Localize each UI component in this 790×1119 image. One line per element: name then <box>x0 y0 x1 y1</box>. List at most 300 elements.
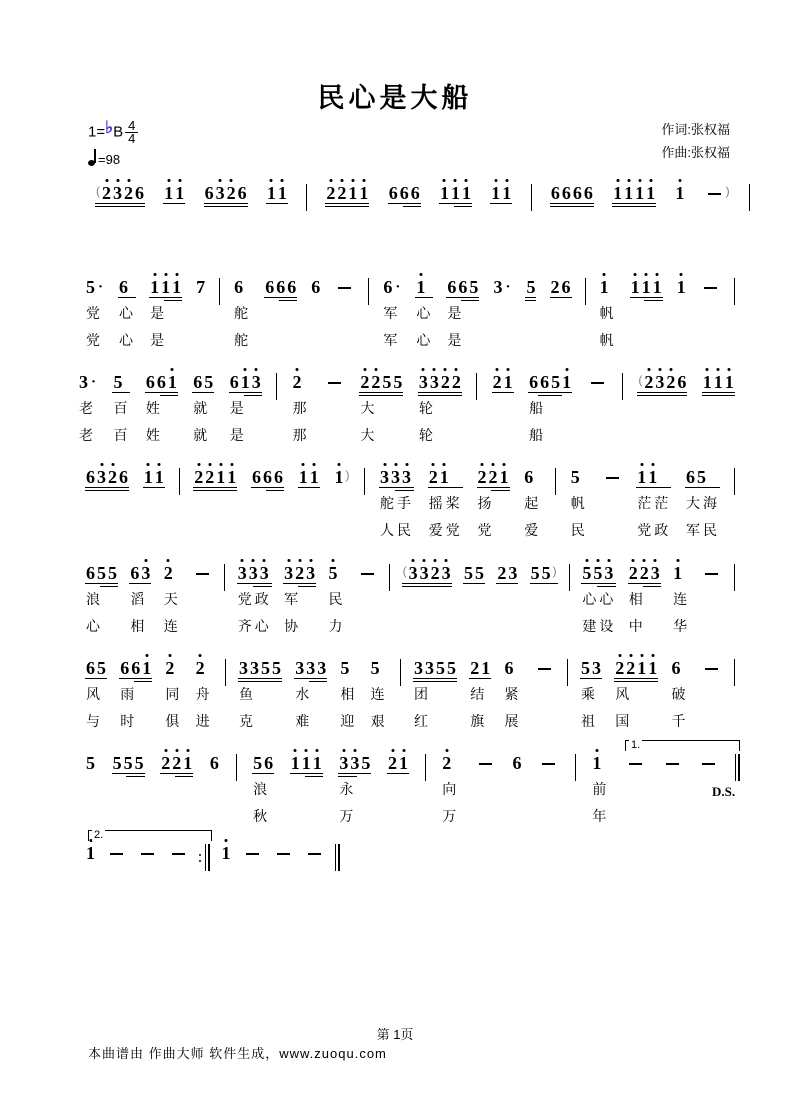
note-digit: 5 <box>272 658 282 678</box>
note-group <box>530 558 558 588</box>
note-cell <box>591 748 609 833</box>
note-digit: 1 <box>267 185 276 202</box>
note-group <box>328 558 346 588</box>
lyric-line-2: 建设 <box>582 618 617 634</box>
note-cell <box>599 272 617 357</box>
note-cell <box>328 558 346 643</box>
note-group <box>338 748 371 778</box>
beam-underline <box>266 203 288 204</box>
lyric-line-2 <box>334 520 351 547</box>
lyric-line-2 <box>163 236 185 263</box>
beam-underline <box>85 487 129 488</box>
note-digit: 5 <box>340 658 350 678</box>
lyric-line-2: 齐心 <box>237 618 272 634</box>
note-digit: 1 <box>613 185 622 202</box>
octave-dot <box>505 179 508 182</box>
octave-dot <box>230 463 233 466</box>
beam-underline <box>253 586 272 587</box>
lyric-line-2 <box>701 711 722 738</box>
octave-dot <box>281 179 284 182</box>
note-cell <box>672 558 690 643</box>
lyric-line-2 <box>662 806 683 833</box>
note-digit: 5 <box>570 467 580 487</box>
lyric-line-2 <box>106 896 127 923</box>
octave-dot <box>434 559 437 562</box>
beam-underline <box>252 773 274 774</box>
beam-underline <box>454 206 472 207</box>
lyric-line-2: 党政 <box>637 522 672 538</box>
beam-underline <box>530 583 558 584</box>
note-digit: 1 <box>161 279 170 296</box>
note-group <box>636 462 671 492</box>
note-group <box>264 272 297 302</box>
octave-dot <box>362 179 365 182</box>
lyric-line-2: 万 <box>339 808 357 824</box>
note-group <box>325 178 369 208</box>
beam-underline <box>463 583 485 584</box>
close-paren: ) <box>725 184 730 198</box>
time-signature <box>125 120 138 145</box>
barline <box>400 659 401 686</box>
note-cell <box>463 558 485 643</box>
note-group <box>702 367 735 397</box>
note-group <box>463 558 485 588</box>
beam-underline <box>359 392 403 393</box>
note-digit: 3 <box>141 565 150 582</box>
note-digit: 6 <box>388 183 398 203</box>
lyric-line-2 <box>402 616 452 643</box>
note-group <box>145 367 178 397</box>
note-group <box>204 178 248 208</box>
note-digit: 1 <box>164 185 173 202</box>
note-group <box>475 748 496 778</box>
barline <box>224 564 225 591</box>
volta-label: 1. <box>631 739 641 751</box>
octave-dot <box>167 179 170 182</box>
lyric-line-1 <box>273 869 294 896</box>
note-digit: 1 <box>313 755 322 772</box>
lyric-line-1 <box>550 209 594 236</box>
lyric-line-2 <box>310 330 321 357</box>
note-digit: 1 <box>144 469 153 486</box>
lyric-line-1 <box>490 209 512 236</box>
lyric-line-2: 万 <box>442 808 460 824</box>
lyric-line-2: 军民 <box>686 522 720 538</box>
note-cell <box>525 272 536 357</box>
octave-dot <box>603 273 606 276</box>
note-group <box>698 748 719 778</box>
barline <box>575 754 576 781</box>
note-group <box>118 272 136 302</box>
lyric-line-2: 爱 <box>524 522 542 538</box>
note-digit: 6 <box>410 183 420 203</box>
note-group <box>251 462 284 492</box>
note-group <box>192 558 213 588</box>
lyric-line-1: 鱼 <box>239 686 257 702</box>
octave-dot <box>405 463 408 466</box>
note-cell <box>137 838 158 923</box>
lyric-line-2: 相 <box>130 618 148 634</box>
note-group <box>304 838 325 868</box>
octave-dot <box>270 179 273 182</box>
dash-note <box>172 853 185 855</box>
lyric-line-2: 心 <box>86 618 103 634</box>
lyric-line-1 <box>701 684 722 711</box>
dash-note <box>338 287 351 289</box>
open-paren: ( <box>638 373 643 387</box>
note-digit: 1 <box>504 374 513 391</box>
lyric-line-2 <box>290 806 323 833</box>
note-digit: 1 <box>335 469 344 486</box>
lyric-line-1 <box>168 869 189 896</box>
lyric-line-1 <box>530 589 558 616</box>
beam-underline <box>290 773 323 774</box>
beam-underline <box>379 487 414 488</box>
octave-dot <box>313 463 316 466</box>
beam-underline <box>359 395 403 396</box>
note-cell <box>283 558 316 643</box>
beam-underline <box>413 681 457 682</box>
note-group <box>149 272 182 302</box>
note-cell <box>636 462 671 547</box>
note-group <box>266 178 288 208</box>
lyric-line-1: 军 <box>383 305 401 321</box>
note-digit: 2 <box>293 374 302 391</box>
composer-credit: 作曲:张权福 <box>661 145 730 160</box>
beam-underline <box>251 487 284 488</box>
dash-note <box>705 573 718 575</box>
note-digit: 2 <box>478 469 487 486</box>
lyric-line-1 <box>475 779 496 806</box>
octave-dot <box>363 368 366 371</box>
lyric-line-2: 党 <box>86 332 103 348</box>
note-cell <box>387 748 409 833</box>
note-digit: 1 <box>502 185 511 202</box>
note-cell <box>160 748 193 833</box>
note-group <box>701 558 722 588</box>
beam-underline <box>325 206 369 207</box>
note-digit: 2 <box>666 374 675 391</box>
beam-underline <box>685 487 720 488</box>
note-cell <box>700 272 721 357</box>
beam-underline <box>338 773 371 774</box>
note-digit: 1 <box>175 185 184 202</box>
note-digit: 5 <box>697 467 706 487</box>
dash-note <box>110 853 123 855</box>
barline <box>734 564 735 591</box>
note-group <box>428 462 463 492</box>
beam-underline <box>637 395 687 396</box>
note-cell <box>379 462 414 547</box>
beam-underline <box>461 300 479 301</box>
beam-underline <box>95 206 145 207</box>
octave-dot <box>645 273 648 276</box>
octave-dot <box>649 179 652 182</box>
note-group <box>670 653 688 683</box>
octave-dot <box>706 368 709 371</box>
octave-dot <box>263 559 266 562</box>
note-cell <box>192 367 214 452</box>
note-digit: 1 <box>592 755 601 772</box>
lyric-line-2 <box>85 520 129 547</box>
note-digit: 3 <box>604 565 613 582</box>
note-digit: 1 <box>481 658 491 678</box>
note-digit: 6 <box>263 467 272 487</box>
note-group <box>164 653 182 683</box>
note-digit: 1 <box>416 279 425 296</box>
lyric-line-1: 帆 <box>599 305 617 321</box>
note-group <box>492 367 514 397</box>
note-group <box>490 178 512 208</box>
note-group <box>599 272 617 302</box>
lyric-line-2 <box>612 236 656 263</box>
lyric-line-2: 难 <box>295 713 313 729</box>
note-group <box>418 367 462 397</box>
note-digit: 5 <box>370 658 380 678</box>
octave-dot <box>353 749 356 752</box>
lyric-line-2 <box>266 236 288 263</box>
barline <box>585 278 586 305</box>
note-group <box>534 653 555 683</box>
barline <box>389 564 390 591</box>
note-digit: 5 <box>108 563 117 583</box>
octave-dot <box>153 273 156 276</box>
beam-underline <box>614 681 658 682</box>
octave-dot <box>296 368 299 371</box>
note-group <box>334 462 351 492</box>
note-digit: 1 <box>725 374 734 391</box>
octave-dot <box>651 463 654 466</box>
note-cell <box>292 367 310 452</box>
note-digit: 1 <box>648 660 657 677</box>
lyric-line-1 <box>637 398 687 425</box>
note-group <box>359 367 403 397</box>
note-cell <box>492 272 512 357</box>
lyric-line-1 <box>106 869 127 896</box>
note-group <box>242 838 263 868</box>
note-digit: 6 <box>209 753 219 773</box>
note-digit: 1 <box>631 279 640 296</box>
note-digit: 6 <box>131 658 141 678</box>
octave-dot <box>503 463 506 466</box>
lyric-line-2 <box>95 236 145 263</box>
note-cell <box>209 748 220 833</box>
note-cell <box>612 178 656 263</box>
note-digit: 3 <box>339 755 348 772</box>
lyric-line-1: 舟 <box>195 686 213 702</box>
lyric-line-2 <box>512 806 523 833</box>
note-digit: 3 <box>592 658 602 678</box>
note-cell <box>193 462 237 547</box>
note-group <box>195 653 213 683</box>
note-digit: 1 <box>653 279 662 296</box>
note-group <box>78 367 98 397</box>
beam-underline <box>628 583 661 584</box>
note-group <box>503 653 521 683</box>
beam-underline <box>126 776 144 777</box>
final-barline <box>335 844 340 871</box>
barline <box>734 468 735 495</box>
note-digit: 3 <box>216 185 225 202</box>
note-group <box>192 367 214 397</box>
note-digit: 1 <box>142 660 151 677</box>
lyric-line-2: 秋 <box>253 808 271 824</box>
lyric-line-1: 水 <box>295 686 313 702</box>
lyric-line-1 <box>193 493 237 520</box>
note-digit: 5 <box>382 372 392 392</box>
note-cell <box>630 272 663 357</box>
lyric-line-1: 舵手 <box>380 495 414 511</box>
beam-underline <box>469 678 491 679</box>
note-cell <box>334 462 351 547</box>
note-digit: 6 <box>550 183 560 203</box>
lyric-line-1 <box>304 869 325 896</box>
music-system <box>85 838 340 923</box>
dash-note <box>538 668 551 670</box>
note-digit: 3 <box>380 469 389 486</box>
note-digit: 6 <box>311 277 321 297</box>
octave-dot <box>158 463 161 466</box>
beam-underline <box>112 392 130 393</box>
note-group <box>704 178 731 208</box>
note-group <box>528 367 572 397</box>
lyric-line-2: 进 <box>195 713 213 729</box>
lyric-line-2: 年 <box>592 808 610 824</box>
note-digit: 2 <box>108 469 117 486</box>
beam-underline <box>160 773 193 774</box>
beam-underline <box>413 678 457 679</box>
note-digit: 3 <box>419 374 428 391</box>
lyric-line-1 <box>209 779 220 806</box>
note-digit: 5 <box>134 753 144 773</box>
note-digit: 6 <box>237 183 247 203</box>
note-cell <box>78 367 98 452</box>
note-group <box>370 653 388 683</box>
note-digit: 6 <box>119 277 129 297</box>
credits-block <box>661 118 730 164</box>
lyric-line-1: 舵 <box>234 305 252 321</box>
note-digit: 2 <box>470 658 480 678</box>
lyric-line-2 <box>387 806 409 833</box>
octave-dot <box>629 654 632 657</box>
lyric-line-2: 红 <box>414 713 432 729</box>
octave-dot <box>178 179 181 182</box>
beam-underline <box>525 297 536 298</box>
lyric-line-2 <box>602 520 623 547</box>
barline <box>225 659 226 686</box>
octave-dot <box>186 749 189 752</box>
octave-dot <box>433 368 436 371</box>
lyric-line-2 <box>204 236 248 263</box>
lyric-line-2 <box>704 236 731 263</box>
note-digit: 3 <box>402 469 411 486</box>
lyric-line-2: 是 <box>447 332 465 348</box>
note-digit: 5 <box>86 753 95 773</box>
note-cell <box>538 748 559 833</box>
beam-underline <box>237 583 272 584</box>
lyric-line-2 <box>530 616 558 643</box>
beam-underline <box>395 490 414 491</box>
lyric-line-2 <box>439 236 472 263</box>
note-group <box>512 748 523 778</box>
dash-note <box>705 668 718 670</box>
lyric-line-1: 相 <box>340 686 358 702</box>
note-cell <box>415 272 433 357</box>
note-cell <box>252 748 274 833</box>
lyric-line-1 <box>85 493 129 520</box>
note-digit: 1 <box>399 755 408 772</box>
octave-dot <box>316 749 319 752</box>
note-cell <box>324 367 345 452</box>
lyric-line-2: 就 <box>193 427 211 443</box>
note-cell <box>628 558 661 643</box>
note-cell <box>492 367 514 452</box>
note-group <box>591 748 609 778</box>
lyric-line-1 <box>492 303 512 330</box>
lyric-line-2: 姓 <box>145 427 163 443</box>
lyric-line-2: 心 <box>416 332 434 348</box>
note-digit: 3 <box>249 565 258 582</box>
beam-underline <box>229 392 262 393</box>
augmentation-dot: · <box>91 374 97 390</box>
note-digit: 3 <box>409 565 418 582</box>
note-digit: 2 <box>441 374 450 391</box>
note-cell <box>446 272 479 357</box>
octave-dot <box>338 463 341 466</box>
lyric-line-1 <box>674 209 685 236</box>
beam-underline <box>118 297 136 298</box>
note-group <box>357 558 378 588</box>
note-cell <box>685 462 720 547</box>
note-digit: 6 <box>229 372 239 392</box>
lyric-line-2: 连 <box>163 618 181 634</box>
note-group <box>602 462 623 492</box>
octave-dot <box>111 463 114 466</box>
note-digit: 2 <box>640 565 649 582</box>
beam-underline <box>597 586 616 587</box>
note-group <box>525 272 536 302</box>
beam-underline <box>100 586 118 587</box>
note-digit: 3 <box>317 658 327 678</box>
note-group <box>119 653 152 683</box>
beam-underline <box>538 395 563 396</box>
octave-dot <box>627 179 630 182</box>
lyric-line-1 <box>204 209 248 236</box>
lyric-line-1 <box>264 303 297 330</box>
note-cell <box>118 272 136 357</box>
note-group <box>237 558 272 588</box>
note-cell <box>382 272 402 357</box>
beam-underline <box>496 583 518 584</box>
note-cell <box>550 272 572 357</box>
note-cell <box>528 367 572 452</box>
lyric-line-1: 天 <box>163 591 181 607</box>
barline <box>734 278 735 305</box>
lyric-line-1: 就 <box>193 400 211 416</box>
beam-underline <box>492 392 514 393</box>
lyric-line-2 <box>221 896 232 923</box>
note-digit: 5 <box>329 565 338 582</box>
octave-dot <box>481 463 484 466</box>
octave-dot <box>402 749 405 752</box>
note-group <box>701 653 722 683</box>
note-group <box>382 272 402 302</box>
note-digit: 3 <box>391 469 400 486</box>
dash-note <box>196 573 209 575</box>
note-cell <box>85 272 105 357</box>
note-digit: 5 <box>204 372 214 392</box>
note-group <box>441 748 459 778</box>
